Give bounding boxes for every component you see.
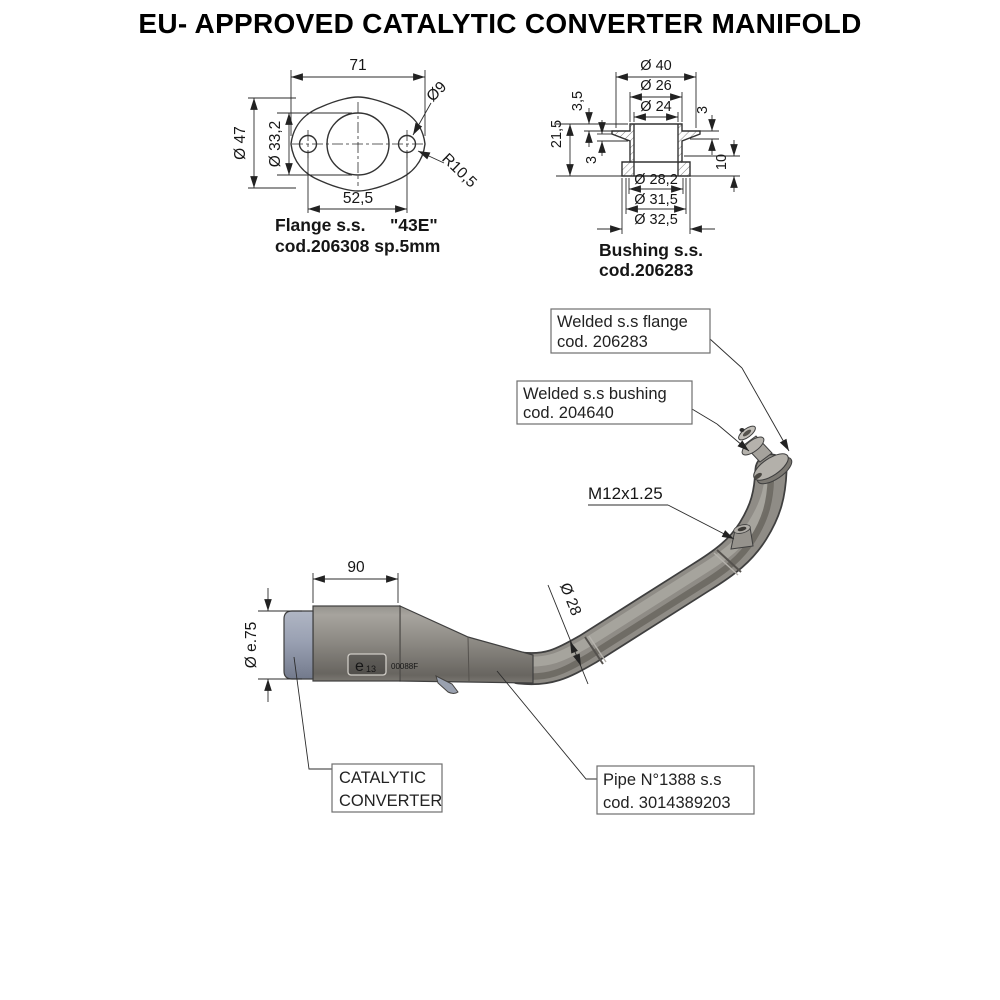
dim-flange-hole: Ø9 — [423, 78, 451, 106]
leader-pipe — [497, 671, 597, 779]
dim-bushing-d315: Ø 31,5 — [634, 192, 678, 208]
m12-bung — [731, 523, 753, 549]
dim-bushing-d26: Ø 26 — [640, 78, 672, 94]
dim-flange-spacing: 52,5 — [342, 190, 374, 207]
dim-converter-inlet: Ø e.75 — [243, 621, 260, 669]
callout-pipe-line2: cod. 3014389203 — [603, 794, 731, 812]
assembly-drawing — [243, 309, 796, 814]
dim-flange-outer: Ø 47 — [232, 126, 249, 160]
converter-cap — [284, 611, 313, 679]
dim-bushing-215: 21,5 — [549, 119, 565, 149]
flange-label-code: cod.206308 sp.5mm — [275, 236, 441, 256]
callout-welded-bushing-line1: Welded s.s bushing — [523, 385, 667, 403]
leader-welded-bushing — [692, 409, 717, 424]
dim-flange-bore: Ø 33,2 — [267, 120, 284, 168]
callout-welded-flange-line2: cod. 206283 — [557, 333, 648, 351]
bushing-hatch-base-left — [622, 162, 634, 176]
callout-welded-flange-line1: Welded s.s flange — [557, 313, 688, 331]
callout-catalytic-converter — [332, 764, 442, 812]
dim-pipe-diameter: Ø 28 — [555, 580, 585, 619]
callout-cat-line1: CATALYTIC — [339, 769, 427, 787]
flange-label-name: Flange s.s. — [275, 215, 366, 235]
callout-cat-line2: CONVERTER — [339, 792, 443, 810]
dim-bushing-d325: Ø 32,5 — [634, 212, 678, 228]
badge-code: 00088F — [391, 662, 419, 671]
dim-bushing-10: 10 — [714, 153, 730, 171]
dim-flange-width: 71 — [349, 57, 367, 74]
callout-welded-flange — [551, 309, 710, 353]
callout-pipe-line1: Pipe N°1388 s.s — [603, 771, 722, 789]
bushing-label-code: cod.206283 — [599, 260, 694, 280]
dim-bushing-d282: Ø 28,2 — [634, 172, 678, 188]
page-title: EU- APPROVED CATALYTIC CONVERTER MANIFOLD — [138, 8, 862, 39]
callout-pipe — [597, 766, 754, 814]
callout-welded-bushing — [517, 381, 692, 424]
dim-converter-length: 90 — [347, 559, 365, 576]
badge-e-mark: e — [355, 658, 364, 675]
badge-e-sub: 13 — [366, 664, 377, 674]
thread-label: M12x1.25 — [588, 484, 663, 503]
dim-bushing-3-right: 3 — [695, 105, 711, 115]
flange-drawing — [232, 57, 480, 256]
dim-bushing-d24: Ø 24 — [640, 99, 672, 115]
dim-bushing-35: 3,5 — [570, 90, 586, 112]
flange-label-grade: "43E" — [390, 215, 438, 235]
bushing-label-name: Bushing s.s. — [599, 240, 704, 260]
callout-welded-bushing-line2: cod. 204640 — [523, 404, 614, 422]
converter-cone — [400, 606, 533, 683]
dim-bushing-d40: Ø 40 — [640, 58, 672, 74]
bushing-hatch-base-right — [678, 162, 690, 176]
dim-flange-radius: R10,5 — [438, 150, 480, 192]
dim-bushing-3-left: 3 — [584, 155, 600, 165]
bushing-drawing — [549, 58, 740, 280]
leader-welded-flange — [710, 339, 742, 368]
